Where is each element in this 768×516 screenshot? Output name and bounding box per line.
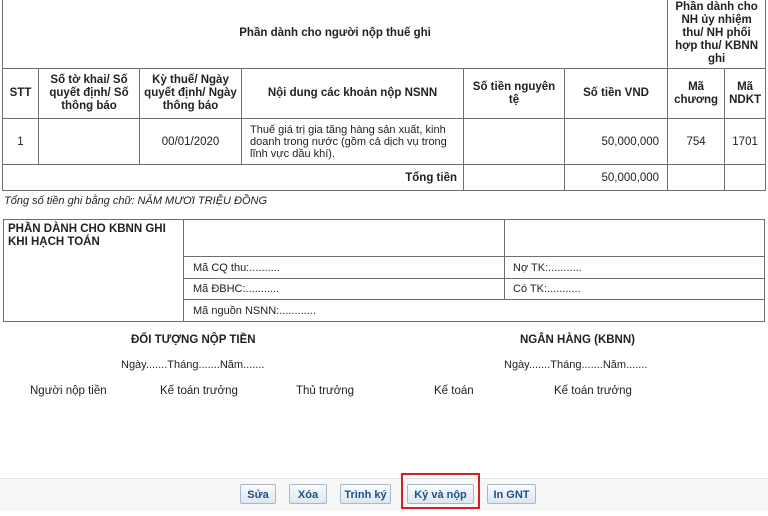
cell-ma-chuong: 754 [668, 119, 725, 165]
cell-so-tien-vnd: 50,000,000 [565, 119, 668, 165]
kbnn-ma-dbhc: Mã ĐBHC:........... [193, 283, 280, 295]
kbnn-ma-nguon: Mã nguồn NSNN:............ [193, 305, 316, 317]
highlight-box [401, 473, 480, 509]
kbnn-title: PHẦN DÀNH CHO KBNN GHI KHI HẠCH TOÁN [8, 223, 166, 248]
kbnn-row-line-1 [183, 256, 765, 257]
role-ke-toan: Kế toán [434, 385, 474, 397]
cell-so-tien-nguyen-te [464, 119, 565, 165]
tax-payment-table [2, 0, 766, 191]
cell-stt: 1 [3, 119, 39, 165]
kbnn-divider-left [183, 219, 184, 322]
cell-ky-thue: 00/01/2020 [140, 119, 242, 165]
header-ma-ndkt: Mã NDKT [725, 69, 766, 119]
total-empty-1 [668, 165, 725, 191]
kbnn-no-tk: Nợ TK:........... [513, 262, 582, 274]
header-stt: STT [3, 69, 39, 119]
kbnn-row-line-3 [183, 299, 765, 300]
kbnn-ma-cq-thu: Mã CQ thu:.......... [193, 262, 280, 274]
header-so-tien-nguyen-te: Số tiền nguyên tệ [464, 69, 565, 119]
edit-button[interactable]: Sửa [240, 484, 276, 504]
table-row [3, 119, 766, 165]
header-ma-chuong: Mã chương [668, 69, 725, 119]
delete-button[interactable]: Xóa [289, 484, 327, 504]
bank-section-title: Phần dành cho NH ủy nhiệm thu/ NH phối hợp thu/ KBNN ghi [668, 0, 766, 69]
total-label: Tổng tiền [3, 165, 464, 191]
bank-date: Ngày.......Tháng.......Năm....... [504, 359, 648, 371]
kbnn-co-tk: Có TK:........... [513, 283, 581, 295]
total-row [3, 165, 766, 191]
payer-title: ĐỐI TƯỢNG NỘP TIỀN [131, 334, 256, 346]
role-nguoi-nop-tien: Người nộp tiền [30, 385, 107, 397]
header-ky-thue: Kỳ thuế/ Ngày quyết định/ Ngày thông báo [140, 69, 242, 119]
header-so-tien-vnd: Số tiền VND [565, 69, 668, 119]
sign-and-submit-button[interactable]: Ký và nộp [407, 484, 474, 504]
header-so-to-khai: Số tờ khai/ Số quyết định/ Số thông báo [39, 69, 140, 119]
role-ke-toan-truong-2: Kế toán trưởng [554, 385, 632, 397]
bank-title: NGÂN HÀNG (KBNN) [520, 334, 635, 346]
total-nguyen-te [464, 165, 565, 191]
role-thu-truong: Thủ trưởng [296, 385, 355, 397]
cell-so-to-khai [39, 119, 140, 165]
print-gnt-button[interactable]: In GNT [487, 484, 536, 504]
header-noi-dung: Nội dung các khoản nộp NSNN [242, 69, 464, 119]
role-ke-toan-truong-1: Kế toán trưởng [160, 385, 238, 397]
total-empty-2 [725, 165, 766, 191]
cell-noi-dung: Thuế giá trị gia tăng hàng sản xuất, kinh doanh trong nước (gồm cả dịch vụ trong lĩnh vực dầu khí). [242, 119, 464, 165]
amount-in-words: Tổng số tiền ghi bằng chữ: NĂM MƯƠI TRIỆU ĐỒNG [4, 195, 268, 207]
kbnn-divider-mid [504, 219, 505, 299]
submit-button[interactable]: Trình ký [340, 484, 391, 504]
taxpayer-section-title: Phần dành cho người nộp thuế ghi [3, 0, 668, 69]
cell-ma-ndkt: 1701 [725, 119, 766, 165]
kbnn-row-line-2 [183, 278, 765, 279]
payer-date: Ngày.......Tháng.......Năm....... [121, 359, 265, 371]
total-vnd: 50,000,000 [565, 165, 668, 191]
